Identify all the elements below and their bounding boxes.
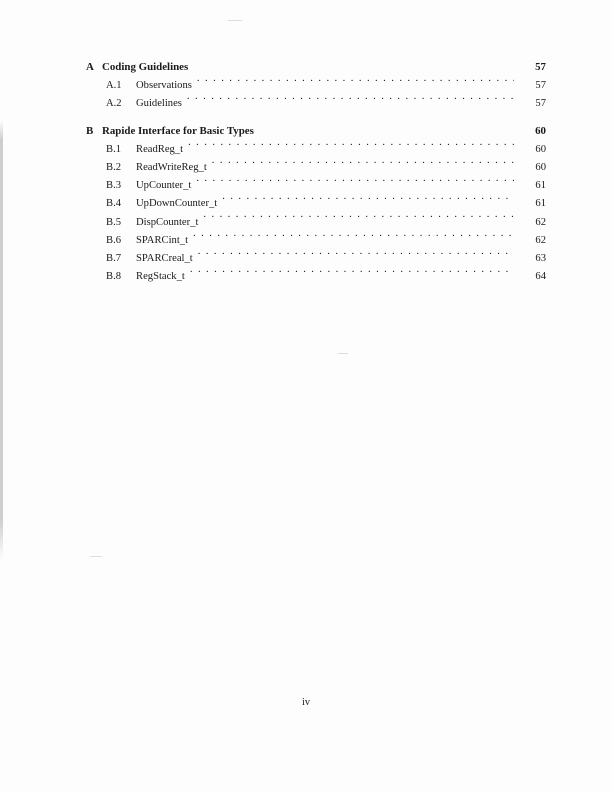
toc-section-title: SPARCint_t: [136, 234, 189, 246]
toc-section-entry[interactable]: [86, 250, 546, 268]
toc-section-number: A.1: [106, 80, 122, 92]
table-of-contents: [86, 58, 546, 294]
toc-section-title: ReadReg_t: [136, 143, 184, 155]
toc-chapter-title: Rapide Interface for Basic Types: [102, 124, 254, 137]
toc-section-page: 62: [535, 216, 546, 228]
toc-leader: [193, 59, 514, 70]
toc-section-page: 61: [535, 198, 546, 210]
toc-leader: [198, 250, 514, 261]
toc-chapter-title: Coding Guidelines: [102, 61, 189, 73]
toc-section-title: RegStack_t: [136, 271, 185, 283]
toc-section-number: B.4: [106, 198, 122, 210]
toc-section-entry[interactable]: [86, 232, 546, 250]
toc-section-title: Observations: [136, 80, 192, 92]
scan-speck-lower: [90, 556, 102, 557]
toc-leader: [212, 159, 514, 170]
toc-section-page: 64: [535, 271, 546, 283]
toc-leader: [190, 268, 514, 279]
scan-speck-middle: [338, 353, 348, 354]
toc-chapter-page: 60: [535, 124, 546, 137]
toc-section-entry[interactable]: [86, 141, 546, 159]
toc-section-number: B.2: [106, 162, 122, 174]
toc-section-page: 61: [535, 180, 546, 192]
toc-chapter-number: A: [86, 61, 94, 73]
toc-section-entry[interactable]: [86, 77, 546, 95]
toc-section-number: B.3: [106, 180, 122, 192]
toc-leader: [196, 177, 514, 188]
toc-section-page: 60: [535, 143, 546, 155]
toc-section-number: B.6: [106, 234, 122, 246]
toc-section-page: 62: [535, 234, 546, 246]
toc-section-number: B.5: [106, 216, 122, 228]
scan-speck-top: [228, 20, 242, 21]
toc-section-number: B.1: [106, 143, 122, 155]
toc-leader: [187, 95, 514, 106]
toc-leader: [193, 232, 514, 243]
toc-leader: [203, 214, 514, 225]
toc-leader: [222, 195, 514, 206]
toc-section-page: 57: [535, 98, 546, 110]
toc-section-title: UpDownCounter_t: [136, 198, 218, 210]
toc-section-title: DispCounter_t: [136, 216, 199, 228]
toc-leader: [259, 123, 514, 134]
toc-chapter-entry[interactable]: [86, 122, 546, 140]
toc-section-page: 57: [535, 80, 546, 92]
toc-leader: [197, 77, 514, 88]
toc-section-title: SPARCreal_t: [136, 253, 193, 265]
toc-chapter-page: 57: [535, 61, 546, 73]
toc-leader: [188, 141, 514, 152]
toc-section-entry[interactable]: [86, 195, 546, 213]
toc-section-entry[interactable]: [86, 177, 546, 195]
toc-section-number: A.2: [106, 98, 122, 110]
toc-section-number: B.7: [106, 253, 122, 265]
toc-section-entry[interactable]: [86, 159, 546, 177]
page-number-folio: iv: [302, 697, 310, 708]
toc-chapter-number: B: [86, 124, 94, 137]
toc-section-title: ReadWriteReg_t: [136, 162, 207, 174]
toc-section-title: Guidelines: [136, 98, 182, 110]
toc-section-entry[interactable]: [86, 95, 546, 113]
toc-section-page: 60: [535, 162, 546, 174]
toc-section-number: B.8: [106, 271, 122, 283]
toc-section-page: 63: [535, 253, 546, 265]
toc-block-appendix-a: [86, 58, 546, 114]
toc-section-title: UpCounter_t: [136, 180, 192, 192]
scan-edge-artifact: [0, 0, 3, 791]
toc-section-entry[interactable]: [86, 268, 546, 286]
toc-block-appendix-b: [86, 122, 546, 287]
toc-chapter-entry[interactable]: [86, 58, 546, 76]
toc-section-entry[interactable]: [86, 214, 546, 232]
